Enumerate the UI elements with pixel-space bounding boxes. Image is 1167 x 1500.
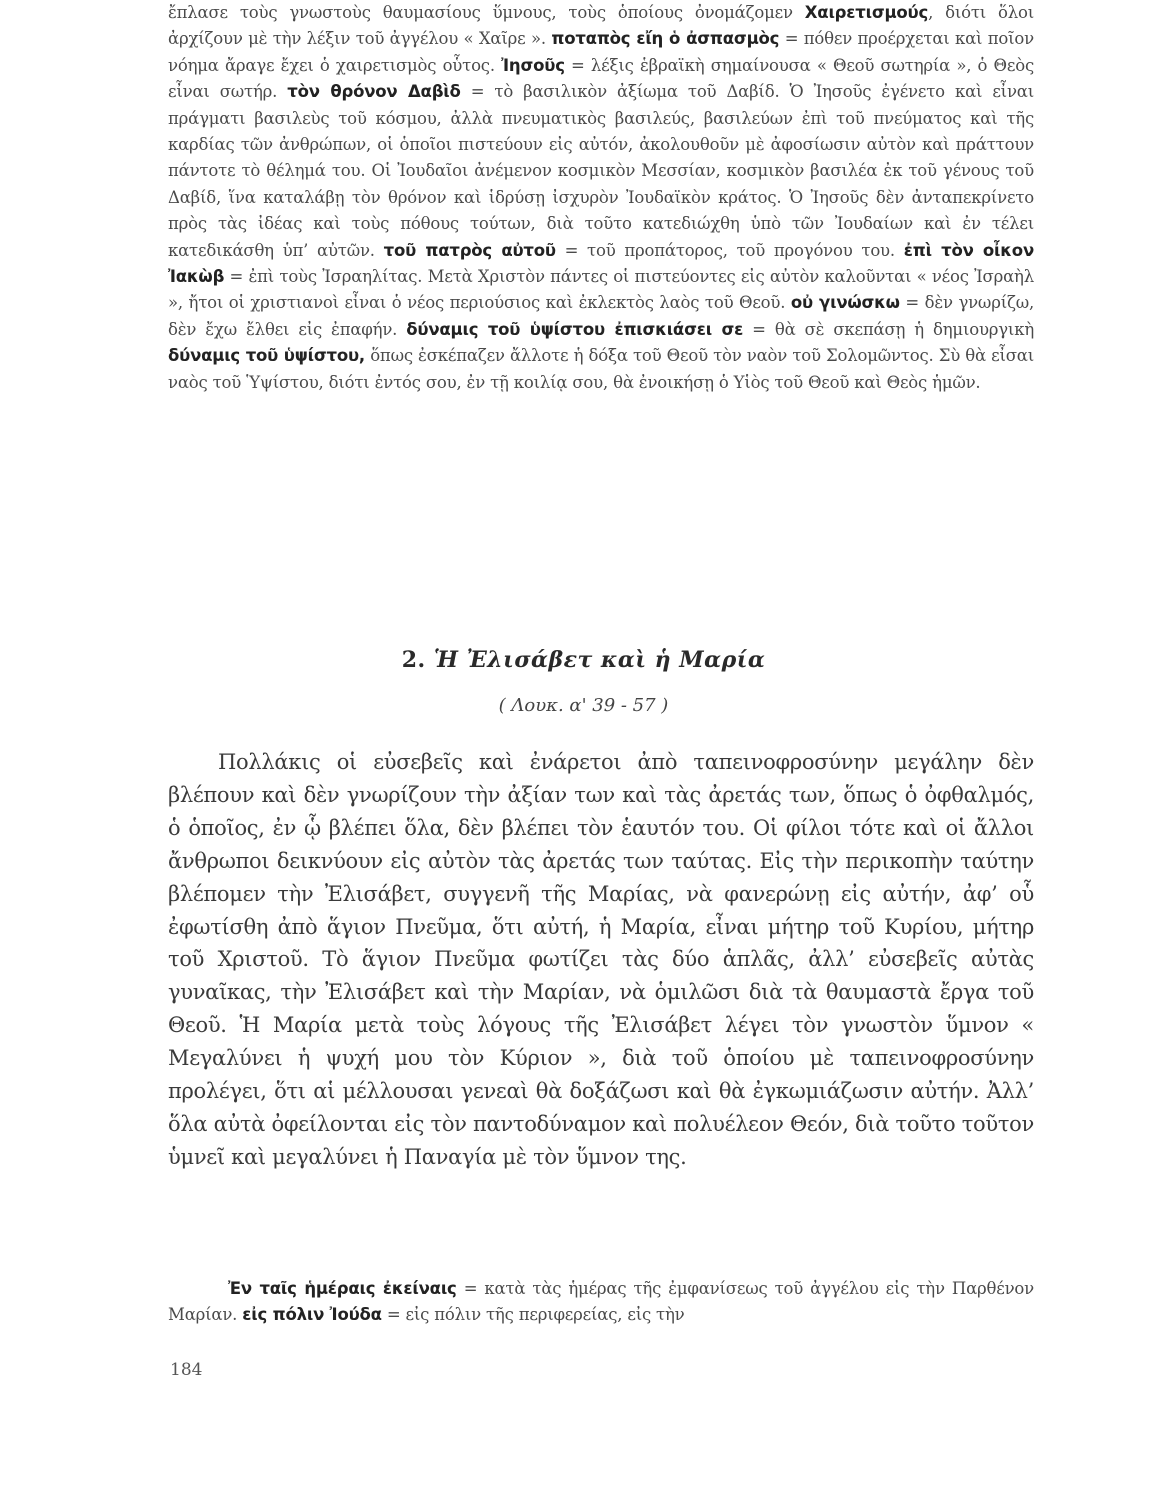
bold-term: εἰς πόλιν Ἰούδα	[242, 1305, 382, 1325]
text-run: = τὸ βασιλικὸν ἀξίωμα τοῦ Δαβίδ. Ὁ Ἰησοῦς ἐγένετο καὶ εἶναι πράγματι βασιλεὺς τοῦ κόσμου, ἀλλὰ πνευματικὸς βασιλεύς, βασιλεύων ἐπὶ τοῦ πνεύματος καὶ τῆς καρδίας τῶν ἀνθρώπων, οἱ ὁποῖοι πιστεύουν εἰς αὐτόν, ἀκολουθοῦν μὲ ἀφοσίωσιν αὐτὸν καὶ πράττουν πάντοτε τὸ θέλημά του. Οἱ Ἰουδαῖοι ἀνέμενον κοσμικὸν Μεσσίαν, κοσμικὸν βασιλέα ἐκ τοῦ γένους τοῦ Δαβίδ, ἵνα καταλάβῃ τὸν θρόνον καὶ ἱδρύσῃ ἰσχυρὸν Ἰουδαϊκὸν κράτος. Ὁ Ἰησοῦς δὲν ἀνταπεκρίνετο πρὸς τὰς ἰδέας καὶ τοὺς πόθους τούτων, διὰ τοῦτο κατεδιώχθη ὑπὸ τῶν Ἰουδαίων καὶ ἐν τέλει κατεδικάσθη ὑπ’ αὐτῶν.	[168, 82, 1034, 260]
text-run: = εἰς πόλιν τῆς περιφερείας, εἰς τὴν	[381, 1305, 685, 1325]
text-run: = δὲν γνωρίζω, δὲν ἔχω ἔλθει εἰς ἐπαφήν.	[168, 293, 1035, 339]
text-run: ὅπως ἐσκέπαζεν ἄλλοτε ἡ δόξα τοῦ Θεοῦ τὸν ναὸν τοῦ Σολομῶντος. Σὺ θὰ εἶσαι ναὸς τοῦ Ὑψίστου, διότι ἐντός σου, ἐν τῇ κοιλίᾳ σου, θὰ ἐνοικήσῃ ὁ Υἱὸς τοῦ Θεοῦ καὶ Θεὸς ἡμῶν.	[168, 346, 1034, 392]
text-run: = πόθεν προέρχεται καὶ ποῖον νόημα ἄραγε ἔχει ὁ χαιρετισμὸς οὗτος.	[168, 29, 1034, 75]
text-run: , διότι ὅλοι ἀρχίζουν μὲ τὴν λέξιν τοῦ ἀγγέλου « Χαῖρε ».	[168, 3, 1034, 49]
bold-term: Ἰησοῦς	[501, 55, 565, 75]
bold-term: οὐ γινώσκω	[790, 293, 900, 313]
commentary-paragraph-2	[168, 1276, 1034, 1329]
section-title: Ἡ Ἐλισάβετ καὶ ἡ Μαρία	[433, 647, 766, 673]
page-number: 184	[170, 1360, 203, 1380]
commentary-paragraph	[168, 0, 1034, 396]
text-run: Πολλάκις οἱ εὐσεβεῖς καὶ ἐνάρετοι ἀπὸ ταπεινοφροσύνην μεγάλην δὲν βλέπουν καὶ δὲν γνωρίζουν τὴν ἀξίαν των καὶ τὰς ἀρετάς των, ὅπως ὁ ὀφθαλμός, ὁ ὁποῖος, ἐν ᾧ βλέπει ὅλα, δὲν βλέπει τὸν ἑαυτόν του. Οἱ φίλοι τότε καὶ οἱ ἄλλοι ἄνθρωποι δεικνύουν εἰς αὐτὸν τὰς ἀρετάς των ταύτας. Εἰς τὴν περικοπὴν ταύτην βλέπομεν τὴν Ἐλισάβετ, συγγενῆ τῆς Μαρίας, νὰ φανερώνῃ εἰς αὐτήν, ἀφ’ οὗ ἐφωτίσθη ἀπὸ ἅγιον Πνεῦμα, ὅτι αὐτή, ἡ Μαρία, εἶναι μήτηρ τοῦ Κυρίου, μήτηρ τοῦ Χριστοῦ. Τὸ ἅγιον Πνεῦμα φωτίζει τὰς δύο ἁπλᾶς, ἀλλ’ εὐσεβεῖς αὐτὰς γυναῖκας, τὴν Ἐλισάβετ καὶ τὴν Μαρίαν, νὰ ὁμιλῶσι διὰ τὰ θαυμαστὰ ἔργα τοῦ Θεοῦ. Ἡ Μαρία μετὰ τοὺς λόγους τῆς Ἐλισάβετ λέγει τὸν γνωστὸν ὕμνον « Μεγαλύνει ἡ ψυχή μου τὸν Κύριον », διὰ τοῦ ὁποίου μὲ ταπεινοφροσύνην προλέγει, ὅτι αἱ μέλλουσαι γενεαὶ θὰ δοξάζωσι καὶ θὰ ἐγκωμιάζωσιν αὐτήν. Ἀλλ’ ὅλα αὐτὰ ὀφείλονται εἰς τὸν παντοδύναμον καὶ πολυέλεον Θεόν, διὰ τοῦτο τοῦτον ὑμνεῖ καὶ μεγαλύνει ἡ Παναγία μὲ τὸν ὕμνον της.	[168, 750, 1034, 1169]
text-run: = λέξις ἑβραϊκὴ σημαίνουσα « Θεοῦ σωτηρία », ὁ Θεὸς εἶναι σωτήρ.	[168, 55, 1034, 102]
scripture-reference: ( Λουκ. α' 39 - 57 )	[498, 695, 669, 716]
text-run: = τοῦ προπάτορος, τοῦ προγόνου του.	[555, 240, 904, 260]
text-run: = ἐπὶ τοὺς Ἰσραηλίτας. Μετὰ Χριστὸν πάντες οἱ πιστεύοντες εἰς αὐτὸν καλοῦνται « νέος Ἰσραὴλ », ἤτοι οἱ χριστιανοὶ εἶναι ὁ νέος περιούσιος καὶ ἐκλεκτὸς λαὸς τοῦ Θεοῦ.	[168, 267, 1034, 313]
text-run: = θὰ σὲ σκεπάσῃ ἡ δημιουργικὴ	[743, 319, 1035, 339]
bold-term: δύναμις τοῦ ὑψίστου,	[168, 346, 365, 366]
bold-term: ποταπὸς εἴη ὁ ἀσπασμὸς	[551, 29, 780, 49]
text-run: = κατὰ τὰς ἡμέρας τῆς ἐμφανίσεως τοῦ ἀγγέλου εἰς τὴν Παρθένον Μαρίαν.	[168, 1279, 1034, 1325]
bold-term: ἐπὶ τὸν οἶκον Ἰακὼβ	[168, 240, 1034, 287]
section-number: 2.	[401, 647, 426, 673]
bold-term: τὸν θρόνον Δαβὶδ	[287, 82, 461, 102]
section-body-paragraph	[168, 746, 1034, 1174]
section-heading	[0, 647, 1167, 673]
bold-term: Χαιρετισμούς	[804, 3, 929, 22]
text-run: ἔπλασε τοὺς γνωστοὺς θαυμασίους ὕμνους, τοὺς ὁποίους ὀνομάζομεν	[168, 3, 805, 22]
bold-term: Ἐν ταῖς ἡμέραις ἐκείναις	[228, 1279, 457, 1298]
bold-term: τοῦ πατρὸς αὐτοῦ	[383, 240, 556, 260]
bold-term: δύναμις τοῦ ὑψίστου ἐπισκιάσει σε	[406, 319, 744, 339]
